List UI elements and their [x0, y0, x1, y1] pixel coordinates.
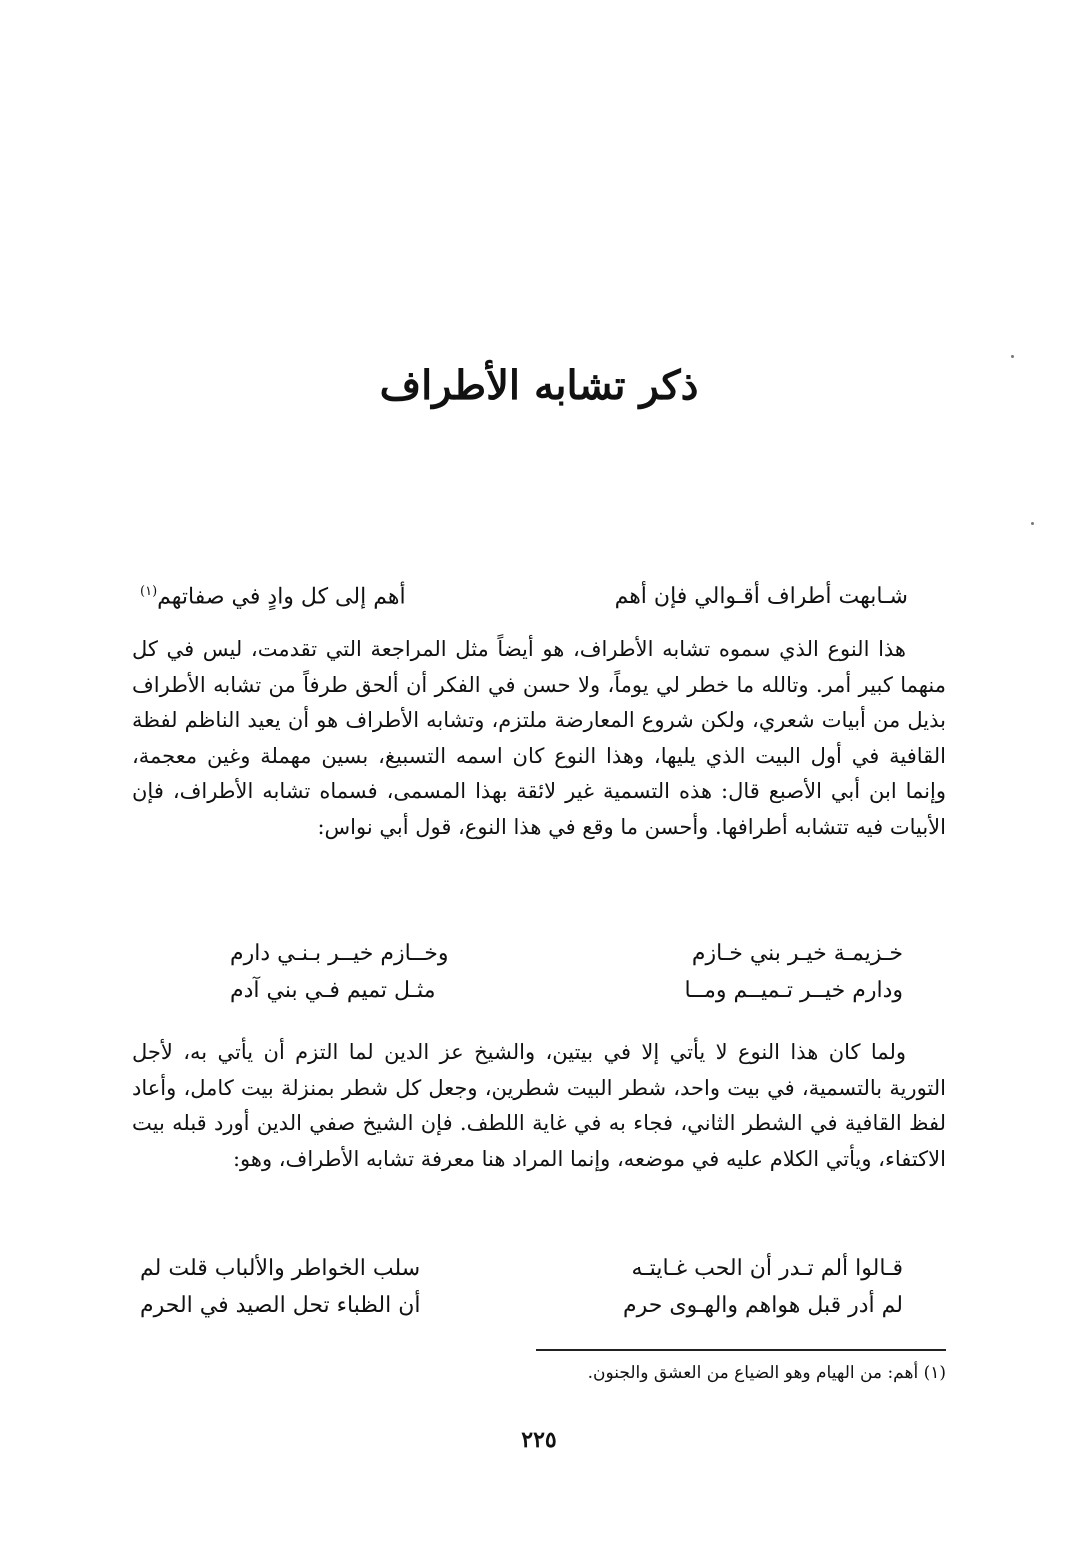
poem-closing: [140, 1250, 903, 1324]
paragraph-text: هذا النوع الذي سموه تشابه الأطراف، هو أيضاً مثل المراجعة التي تقدمت، ليس في كل منهما كبير أمر. وتالله ما خطر لي يوماً، ولا حسن في الفكر أن ألحق طرفاً من تشابه الأطراف بذيل من أبيات شعري، ولكن شروع المعارضة ملتزم، وتشابه الأطراف هو أن يعيد الناظم لفظة القافية في أول البيت الذي يليها، وهذا النوع كان اسمه التسبيغ، بسين مهملة وغين معجمة، وإنما ابن أبي الأصبع قال: هذه التسمية غير لائقة بهذا المسمى، فسماه تشابه الأطراف، فإن الأبيات فيه تتشابه أطرافها. وأحسن ما وقع في هذا النوع، قول أبي نواس:: [132, 637, 946, 839]
poem-line: [140, 1250, 903, 1287]
speck: [1031, 522, 1034, 525]
opening-verse: [140, 584, 908, 609]
verse-second-hemistich: [140, 584, 406, 609]
poem-second-hemistich: أن الظباء تحل الصيد في الحرم: [140, 1293, 421, 1318]
poem-first-hemistich: لم أدر قبل هواهم والهـوى حرم: [623, 1293, 903, 1318]
poem-first-hemistich: قـالوا ألم تـدر أن الحب غـايتـه: [631, 1256, 903, 1281]
verse-second-text: أهم إلى كل وادٍ في صفاتهم: [157, 584, 406, 610]
poem-line: [230, 935, 903, 972]
poem-first-hemistich: ودارم خيــر تـميــم ومــا: [684, 978, 903, 1003]
poem-first-hemistich: خـزيمـة خيـر بني خـازم: [691, 941, 903, 966]
footnote-divider: [536, 1349, 946, 1351]
speck: [1011, 355, 1014, 358]
poem-line: [140, 1287, 903, 1324]
poem-second-hemistich: مثـل تميم فـي بني آدم: [230, 978, 436, 1003]
footnote-marker: (١): [140, 584, 158, 599]
footnote: (١) أهم: من الهيام وهو الضياع من العشق والجنون.: [587, 1363, 946, 1383]
poem-abu-nuwas: [230, 935, 903, 1009]
page-number: ٢٢٥: [521, 1427, 557, 1453]
poem-line: [230, 972, 903, 1009]
chapter-title: ذكر تشابه الأطراف: [379, 362, 699, 409]
verse-first-hemistich: شـابهت أطراف أقـوالي فإن أهم: [614, 584, 908, 609]
poem-second-hemistich: سلب الخواطر والألباب قلت لم: [140, 1256, 421, 1281]
paragraph-1: [132, 632, 946, 845]
poem-second-hemistich: وخــازم خيــر بـنـي دارم: [230, 941, 449, 966]
paragraph-text: ولما كان هذا النوع لا يأتي إلا في بيتين، والشيخ عز الدين لما التزم أن يأتي به، لأجل التورية بالتسمية، في بيت واحد، شطر البيت شطرين، وجعل كل شطر بمنزلة بيت كامل، وأعاد لفظ القافية في الشطر الثاني، فجاء به في غاية اللطف. فإن الشيخ صفي الدين أورد قبله بيت الاكتفاء، ويأتي الكلام عليه في موضعه، وإنما المراد هنا معرفة تشابه الأطراف، وهو:: [132, 1040, 946, 1171]
paragraph-2: [132, 1035, 946, 1177]
